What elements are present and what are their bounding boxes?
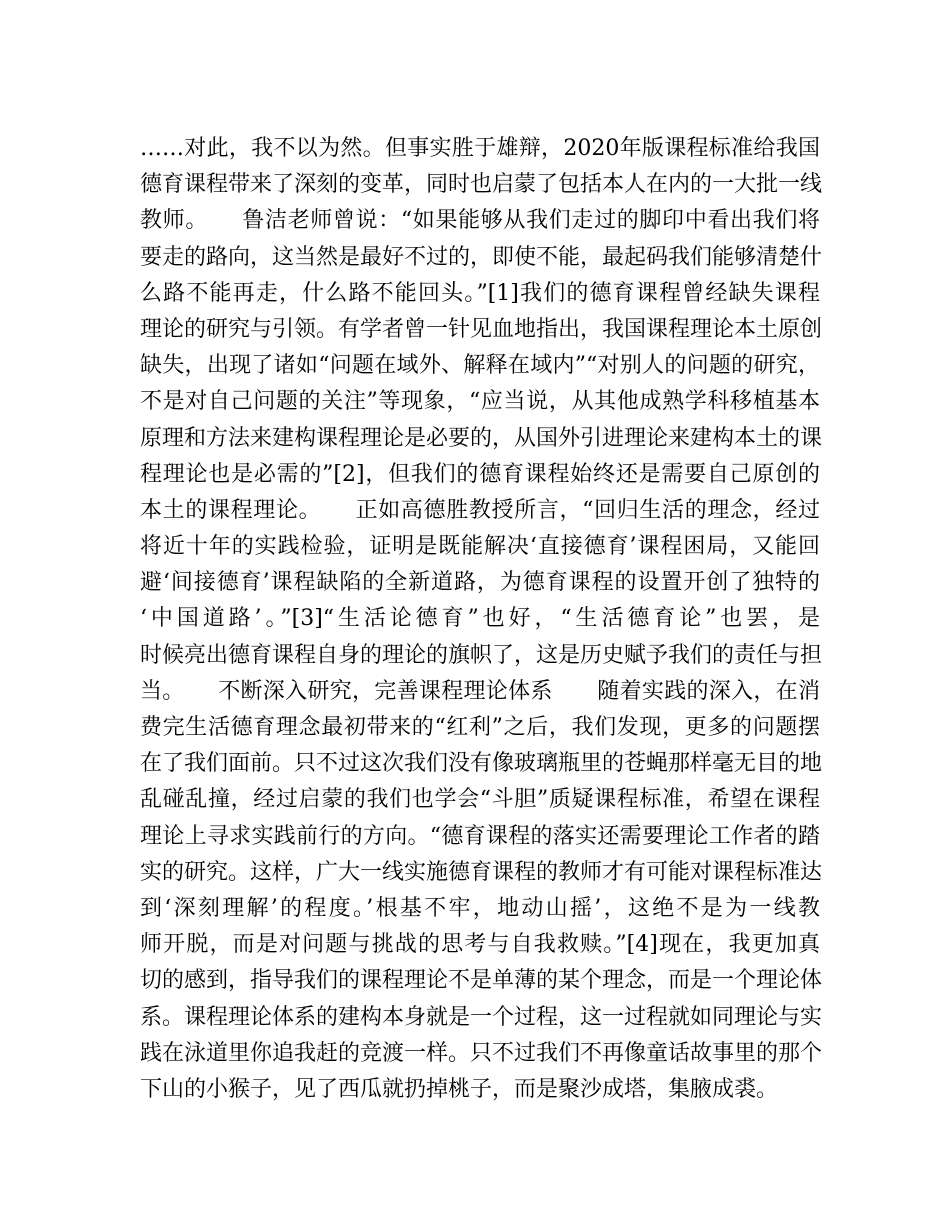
text-line-22: 到‘深刻理解’的程度。’根基不牢，地动山摇’，这绝不是为一线教: [140, 895, 820, 921]
text-line-3: 教师。 鲁洁老师曾说：“如果能够从我们走过的脚印中看出我们将: [140, 208, 820, 234]
text-line-5: 么路不能再走，什么路不能回头。”[1]我们的德育课程曾经缺失课程: [140, 280, 820, 306]
body-text: [140, 131, 823, 1108]
text-line-20: 理论上寻求实践前行的方向。“德育课程的落实还需要理论工作者的踏: [140, 823, 820, 849]
text-line-25: 系。课程理论体系的建构本身就是一个过程，这一过程就如同理论与实: [140, 1004, 823, 1030]
text-line-18: 在了我们面前。只不过这次我们没有像玻璃瓶里的苍蝇那样毫无目的地: [140, 751, 823, 777]
text-line-4: 要走的路向，这当然是最好不过的，即使不能，最起码我们能够清楚什: [140, 244, 823, 270]
text-line-6: 理论的研究与引领。有学者曾一针见血地指出，我国课程理论本土原创: [140, 316, 823, 342]
text-line-9: 原理和方法来建构课程理论是必要的，从国外引进理论来建构本土的课: [140, 425, 823, 451]
text-line-19: 乱碰乱撞，经过启蒙的我们也学会“斗胆”质疑课程标准，希望在课程: [140, 787, 820, 813]
text-line-26: 践在泳道里你追我赶的竞渡一样。只不过我们不再像童话故事里的那个: [140, 1040, 823, 1066]
text-line-12: 将近十年的实践检验，证明是既能解决‘直接德育’课程困局，又能回: [140, 534, 820, 560]
text-line-15: 时候亮出德育课程自身的理论的旗帜了，这是历史赋予我们的责任与担: [140, 642, 823, 668]
text-line-10: 程理论也是必需的”[2]，但我们的德育课程始终还是需要自己原创的: [140, 461, 820, 487]
text-line-14: ‘中国道路’。”[3]“生活论德育”也好，“生活德育论”也罢，是: [140, 606, 820, 632]
text-line-21: 实的研究。这样，广大一线实施德育课程的教师才有可能对课程标准达: [140, 859, 823, 885]
text-line-24: 切的感到，指导我们的课程理论不是单薄的某个理念，而是一个理论体: [140, 968, 823, 994]
text-line-17: 费完生活德育理念最初带来的“红利”之后，我们发现，更多的问题摆: [140, 715, 820, 740]
text-line-16: 当。 不断深入研究，完善课程理论体系 随着实践的深入，在消: [140, 678, 820, 704]
text-line-13: 避‘间接德育’课程缺陷的全新道路，为德育课程的设置开创了独特的: [140, 570, 820, 596]
text-line-7: 缺失，出现了诸如“问题在域外、解释在域内”“对别人的问题的研究，: [140, 353, 820, 379]
text-line-11: 本土的课程理论。 正如高德胜教授所言，“回归生活的理念，经过: [140, 497, 820, 523]
text-line-8: 不是对自己问题的关注”等现象，“应当说，从其他成熟学科移植基本: [140, 389, 820, 415]
text-line-1: ……对此，我不以为然。但事实胜于雄辩，2020年版课程标准给我国: [140, 136, 820, 161]
text-line-27: 下山的小猴子，见了西瓜就扔掉桃子，而是聚沙成塔，集腋成裘。: [140, 1076, 779, 1102]
text-line-23: 师开脱，而是对问题与挑战的思考与自我救赎。”[4]现在，我更加真: [140, 932, 820, 958]
text-line-2: 德育课程带来了深刻的变革，同时也启蒙了包括本人在内的一大批一线: [140, 172, 823, 198]
